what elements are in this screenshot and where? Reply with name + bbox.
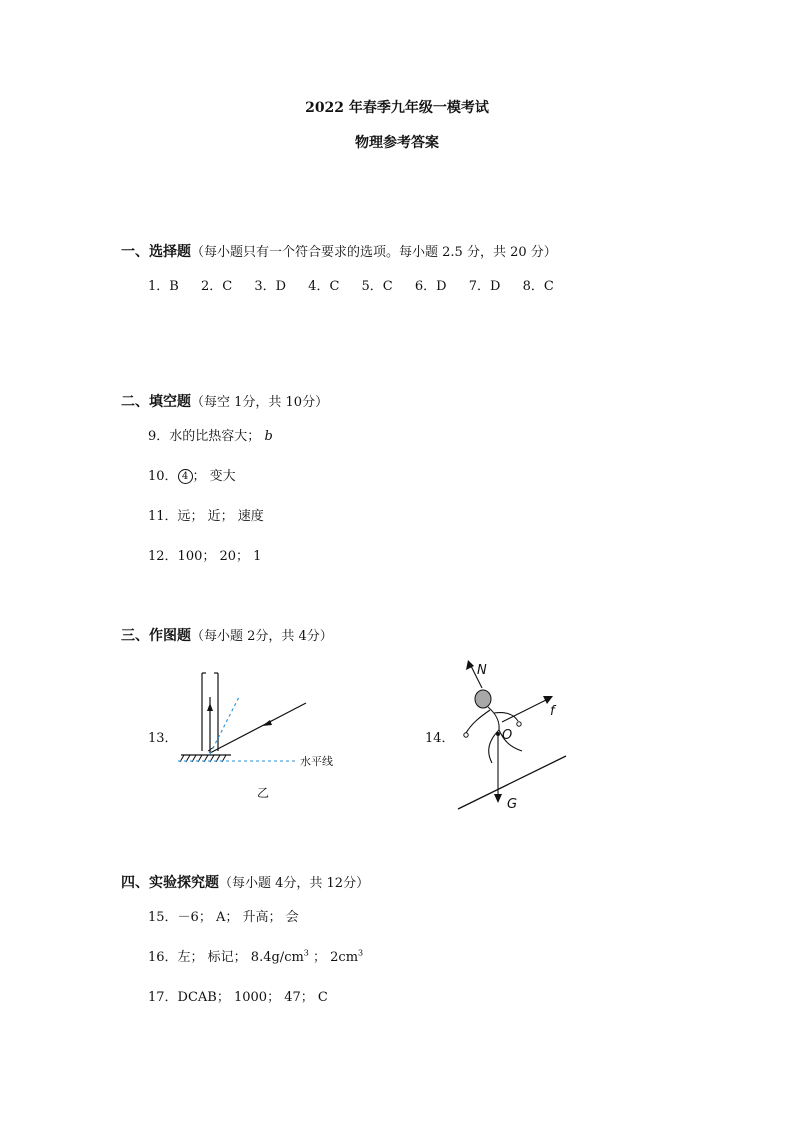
friction-arrow-line [502,700,546,722]
ski-pole-left [464,733,468,737]
section-1-note: （每小题只有一个符合要求的选项。每小题 2.5 分，共 20 分） [191,245,557,260]
question-9-answer-1: 水的比热容大； [169,429,261,444]
question-11-answer: 远； 近； 速度 [177,509,264,524]
gravity-arrow-icon [494,794,502,803]
question-16-answer-a: 左； 标记； 8.4g/cm [177,950,304,965]
ski-pole-right [517,722,521,726]
horizontal-line-label: 水平线 [300,755,333,768]
section-1-heading [121,241,557,261]
section-2-note: （每空 1分，共 10分） [191,395,329,410]
question-10-answer: ； 变大 [192,469,236,484]
normal-force-label: N [477,663,487,678]
figure-13-reflection [170,665,380,805]
question-10-number: 10． [148,469,178,484]
superscript-2: 3 [358,948,364,958]
question-9-number: 9． [148,429,170,444]
superscript-1: 3 [303,948,309,958]
question-16-answer-b: ； 2cm [308,950,359,965]
question-10 [148,465,236,484]
question-11 [148,505,264,524]
question-15-answer: －6； A； 升高； 会 [177,910,299,925]
friction-arrow-icon [543,696,553,704]
question-11-number: 11． [148,509,178,524]
question-12-answer: 100； 20； 1 [177,549,262,564]
section-1-answers [148,275,554,294]
skier-body [466,707,522,763]
question-12 [148,545,261,564]
question-13-label: 13． [148,731,178,746]
answer-5: 5．C [361,279,393,294]
section-2-heading [121,391,328,411]
answer-1: 1．B [148,279,179,294]
section-2-title: 二、填空题 [121,394,191,410]
section-4-title: 四、实验探究题 [121,875,219,891]
answer-4: 4．C [308,279,340,294]
answer-7: 7．D [468,279,501,294]
figure-13-caption: 乙 [257,786,270,800]
section-4-note: （每小题 4分，共 12分） [219,876,370,891]
question-9 [148,425,273,444]
circled-number: 4 [178,469,193,484]
section-1-title: 一、选择题 [121,244,191,260]
section-4-heading [121,872,369,892]
figure-14-forces [450,655,580,815]
question-15 [148,906,299,925]
question-15-number: 15． [148,910,178,925]
answer-3: 3．D [254,279,287,294]
section-3-title: 三、作图题 [121,628,191,644]
section-3-note: （每小题 2分，共 4分） [191,629,333,644]
answer-8: 8．C [522,279,554,294]
answer-6: 6．D [414,279,447,294]
reflected-arrow-icon [207,703,213,711]
skier-head [475,690,491,708]
question-12-number: 12． [148,549,178,564]
question-9-answer-2: b [264,429,273,444]
question-16-number: 16． [148,950,178,965]
center-label: O [502,728,513,743]
question-16 [148,946,363,965]
question-17-number: 17． [148,990,178,1005]
document-subtitle: 物理参考答案 [355,135,439,151]
friction-label: f [550,704,555,719]
incident-ray [210,703,306,753]
question-17 [148,986,328,1005]
answer-2: 2．C [200,279,233,294]
gravity-label: G [507,797,518,812]
document-title: 2022 年春季九年级一模考试 [305,100,489,116]
question-17-answer: DCAB； 1000； 47； C [177,990,328,1005]
section-3-heading [121,625,333,645]
question-14-label: 14． [425,731,455,746]
